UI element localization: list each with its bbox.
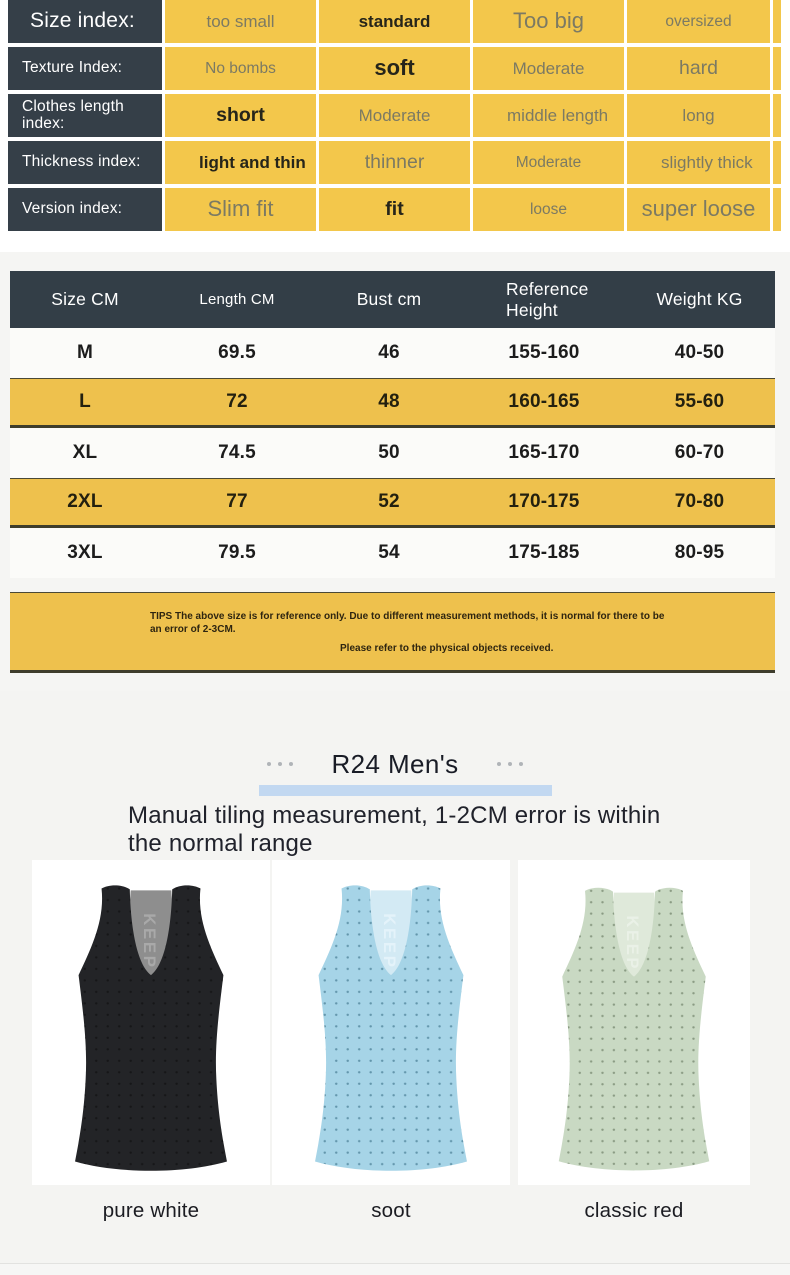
index-table-edge: [773, 141, 781, 184]
index-cell: hard: [627, 47, 770, 90]
index-cell-selected: fit: [319, 188, 470, 231]
bust-value: 54: [378, 542, 400, 563]
bust-value: 46: [378, 342, 400, 363]
size-row-m: [10, 328, 775, 378]
index-row-label: Clothes length index:: [8, 94, 162, 137]
product-image-card-green: [518, 860, 750, 1185]
tank-top-image: [45, 873, 257, 1185]
column-header: Bust cm: [356, 289, 422, 309]
size-table: [10, 271, 775, 578]
height-value: 155-160: [508, 342, 580, 363]
index-cell-selected: short: [165, 94, 316, 137]
height-value: 160-165: [508, 391, 580, 412]
height-value: 175-185: [508, 542, 580, 563]
index-cell: Moderate: [473, 47, 624, 90]
length-value: 72: [226, 391, 248, 412]
color-name-row: [32, 1199, 790, 1223]
length-value: 77: [226, 491, 248, 512]
column-header: Reference Height: [506, 279, 589, 320]
index-table-edge: [773, 188, 781, 231]
index-row-size: [8, 0, 790, 43]
index-row-version: [8, 188, 790, 231]
size-value: 2XL: [67, 491, 103, 512]
tips-box: [10, 592, 775, 673]
tips-text: TIPS The above size is for reference only. Due to different measurement methods, it is normal for there to be an error of 2-3CM.: [150, 611, 665, 635]
title-row: [0, 747, 790, 781]
index-row-label: Version index:: [8, 188, 162, 231]
product-image-card-blue: [272, 860, 510, 1185]
index-cell: Too big: [473, 0, 624, 43]
size-value: M: [76, 342, 94, 363]
bust-value: 50: [378, 442, 400, 463]
index-table-edge: [773, 0, 781, 43]
decor-dots-left-icon: [267, 762, 293, 766]
index-cell: slightly thick: [627, 141, 770, 184]
brand-mark: KEEP: [379, 913, 399, 970]
index-row-label: Size index:: [8, 0, 162, 43]
size-value: XL: [72, 442, 98, 463]
height-value: 165-170: [508, 442, 580, 463]
size-row-3xl: [10, 528, 775, 578]
size-table-header: [10, 271, 775, 328]
index-table-edge: [773, 47, 781, 90]
index-row-texture: [8, 47, 790, 90]
title-highlight-bar: [259, 785, 552, 796]
brand-mark: KEEP: [623, 915, 642, 972]
index-row-label: Thickness index:: [8, 141, 162, 184]
index-row-length: [8, 94, 790, 137]
length-value: 69.5: [218, 342, 256, 363]
index-cell: long: [627, 94, 770, 137]
index-cell: too small: [165, 0, 316, 43]
index-cell: oversized: [627, 0, 770, 43]
index-cell-selected: soft: [319, 47, 470, 90]
brand-mark: KEEP: [139, 913, 159, 970]
product-image-card-black: [32, 860, 270, 1185]
index-cell: Moderate: [319, 94, 470, 137]
size-row-xl: [10, 428, 775, 478]
tank-top-image: [285, 873, 497, 1185]
column-header: Size CM: [51, 289, 119, 309]
bottom-divider: [0, 1263, 790, 1275]
index-table: [0, 0, 790, 231]
decor-dots-right-icon: [497, 762, 523, 766]
index-table-edge: [773, 94, 781, 137]
size-row-2xl: [10, 478, 775, 528]
measurement-note: Manual tiling measurement, 1-2CM error is within the normal range: [128, 802, 661, 857]
column-header: Weight KG: [656, 289, 743, 309]
length-value: 79.5: [218, 542, 256, 563]
size-row-l: [10, 378, 775, 428]
tank-top-image: [529, 875, 739, 1185]
weight-value: 80-95: [674, 542, 725, 563]
weight-value: 40-50: [674, 342, 725, 363]
color-name-label: classic red: [584, 1199, 684, 1223]
length-value: 74.5: [218, 442, 256, 463]
index-cell: Slim fit: [165, 188, 316, 231]
column-header: Length CM: [199, 291, 275, 308]
index-cell: super loose: [627, 188, 770, 231]
bust-value: 48: [378, 391, 400, 412]
color-name-label: pure white: [102, 1199, 200, 1223]
weight-value: 70-80: [674, 491, 725, 512]
index-cell-selected: light and thin: [165, 141, 316, 184]
height-value: 170-175: [508, 491, 580, 512]
section-divider: [0, 235, 790, 252]
index-cell: thinner: [319, 141, 470, 184]
product-gallery-section: [0, 691, 790, 1272]
color-name-label: soot: [371, 1199, 411, 1223]
size-value: L: [79, 391, 91, 412]
size-value: 3XL: [67, 542, 103, 563]
index-cell: No bombs: [165, 47, 316, 90]
product-title: R24 Men's: [331, 748, 459, 779]
index-cell: loose: [473, 188, 624, 231]
bust-value: 52: [378, 491, 400, 512]
index-cell-selected: standard: [319, 0, 470, 43]
index-cell: middle length: [473, 94, 624, 137]
tips-note: Please refer to the physical objects received.: [340, 643, 554, 654]
size-chart-section: [0, 252, 790, 691]
product-image-row: [32, 860, 790, 1185]
index-row-thickness: [8, 141, 790, 184]
index-row-label: Texture Index:: [8, 47, 162, 90]
weight-value: 55-60: [674, 391, 725, 412]
weight-value: 60-70: [674, 442, 725, 463]
index-cell: Moderate: [473, 141, 624, 184]
